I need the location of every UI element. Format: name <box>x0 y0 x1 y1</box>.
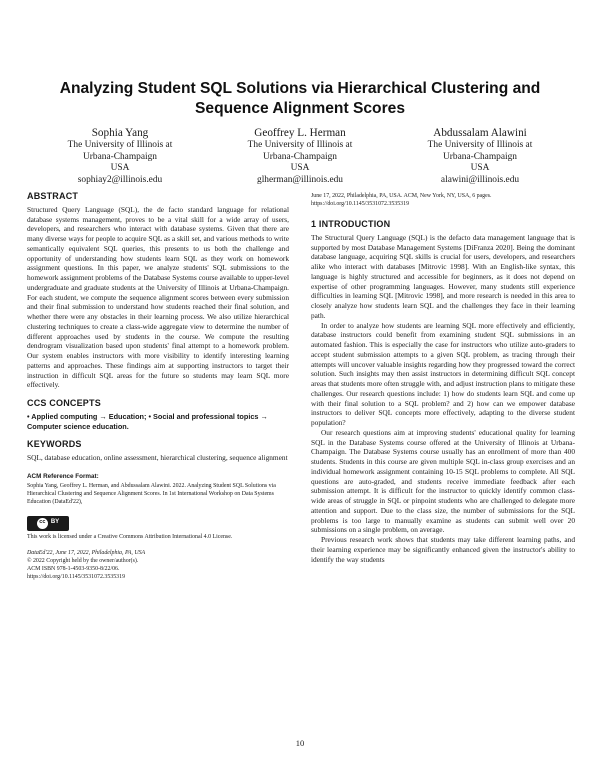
page-number: 10 <box>295 738 305 748</box>
ccs-heading: CCS CONCEPTS <box>27 398 101 408</box>
conference-info <box>27 549 289 581</box>
acm-reference-text: Sophia Yang, Geoffrey L. Herman, and Abdussalam Alawini. 2022. Analyzing Student SQL Solutions via Hierarchical Clustering and Sequence Alignment Scores. In 1st International Workshop on Data Systems Education (DataEd'22), <box>27 482 276 505</box>
intro-paragraph-4: Previous research work shows that students may take different learning paths, and their learning experience may be significantly enhanced given the instructor's ability to identify the way students <box>311 535 575 564</box>
keywords-heading: KEYWORDS <box>27 439 82 450</box>
author-affiliation: The University of Illinois at <box>247 140 353 150</box>
author-3 <box>390 126 570 186</box>
isbn-line: ACM ISBN 978-1-4503-9350-8/22/06. <box>27 565 120 572</box>
author-block <box>30 126 570 186</box>
author-country: USA <box>470 163 490 174</box>
abstract-text: Structured Query Language (SQL), the de facto standard language for relational database systems management, proves to be a vital skill for a wide array of users, developers, and researchers who interact with database systems. Given that there are many diverse ways for people to acquire SQL as a skill set, and various methods to write semantically equivalent SQL queries, this presents to us both the challenge and opportunity of understanding how students learn SQL as they work on homework assignment questions. In this paper, we analyze students' SQL submissions to the homework assignment problems of the Database Systems course available to upper-level undergraduate and graduate students at the University of Illinois at Urbana-Champaign. For each student, we compute the sequence alignment scores between every submission and their final submission to understand how students reached their final solution, and whether there were any obstacles in their learning process. We also utilize hierarchical clustering techniques to create a class-wide aggregate view to determine the number of different approaches used by students in the course. We compute the resulting dendrogram visualization based upon students' final attempt to a homework problem. Our system enables instructors with more visibility to identify interesting learning patterns and approaches. These findings aim at supporting instructors to target their instruction in difficult SQL areas for the future so students may learn SQL more effectively. <box>27 204 289 390</box>
intro-paragraph-3: Our research questions aim at improving students' educational quality for learning SQL in the Database Systems course offered at the University of Illinois at Urbana-Champaign. The Database Systems course usually has an enrollment of more than 400 students. Students in this course are given multiple SQL in-class group exercises and an individual homework assignment containing 10-15 SQL problems to complete. All SQL questions are auto-graded, and students receive immediate feedback after each submission attempt. It is difficult for the instructor to quickly identify common class-wide areas of struggle in SQL or pinpoint students who are challenged to delegate more attention and support. Due to the class size, the number of submissions for the SQL problems is too large to manually examine as students can submit well over 20 submissions on a single problem, on average. <box>311 427 575 535</box>
author-name: Sophia Yang <box>91 127 149 139</box>
acm-reference-heading: ACM Reference Format: <box>27 472 99 480</box>
copyright-line: © 2022 Copyright held by the owner/author(s). <box>27 557 139 564</box>
cc-logo-icon: cc <box>37 518 48 529</box>
abstract-heading: ABSTRACT <box>27 191 79 201</box>
conference-line: DataEd'22, June 17, 2022, Philadelphia, PA, USA <box>27 549 146 556</box>
intro-paragraph-2: In order to analyze how students are learning SQL more effectively and efficiently, database instructors could benefit from examining student SQL submissions in an automated fashion. This is especially the case for instructors who utilize auto-graders to accept student submission attempts to a given SQL problem, as tracing through their attempts will uncover valuable insights regarding how they progressed toward the correct solution. Such insights may then assist instructors in determining difficult SQL concept areas that students more often struggle with, and adjust instruction plans to mitigate these challenges. Our research questions include: 1) how do students learn SQL and come up with their final solution to a SQL problem? and 2) how can we empower database instructors to deliver SQL concepts more effectively, adapting to the diverse student population? <box>311 320 575 427</box>
author-name: Geoffrey L. Herman <box>254 127 346 139</box>
introduction-heading: 1 INTRODUCTION <box>311 219 391 229</box>
left-column <box>27 192 289 581</box>
author-2 <box>210 126 390 186</box>
acm-reference <box>27 472 289 506</box>
doi-link[interactable]: https://doi.org/10.1145/3531072.3535319 <box>27 573 126 580</box>
author-country: USA <box>110 163 130 174</box>
acm-reference-continued: June 17, 2022, Philadelphia, PA, USA. ACM, New York, NY, USA, 6 pages. https://doi.org/10.1145/3531072.3535319 <box>311 193 492 207</box>
cc-by-badge-icon[interactable] <box>27 516 69 531</box>
author-affiliation: The University of Illinois at <box>427 140 533 150</box>
license-text: This work is licensed under a Creative Commons Attribution International 4.0 License. <box>27 533 233 540</box>
author-email[interactable]: glherman@illinois.edu <box>257 174 343 185</box>
paper-title: Analyzing Student SQL Solutions via Hierarchical Clustering and Sequence Alignment Scores <box>59 80 541 117</box>
author-affiliation: Urbana-Champaign <box>83 151 157 162</box>
cc-license-row <box>27 516 289 531</box>
ccs-text: • Applied computing → Education; • Social and professional topics → Computer science education. <box>27 411 268 431</box>
author-email[interactable]: sophiay2@illinois.edu <box>77 174 163 185</box>
author-country: USA <box>290 163 310 174</box>
author-name: Abdussalam Alawini <box>433 127 527 139</box>
keywords-text: SQL, database education, online assessment, hierarchical clustering, sequence alignment <box>27 453 288 462</box>
intro-paragraph-1: The Structural Query Language (SQL) is the defacto data management language that is supported by most Database Management Systems [DiFranza 2020]. Being the dominant database language, acquiring SQL skills is crucial for users, developers, and researchers alike who interact with databases [Mitrovic 1998]. With an English-like syntax, this language is highly structured and accessible for beginners, as it does not depend on expertise of other programming languages. However, many students still experience difficulties in learning SQL [Mitrovic 1998], and more research is needed in this area to closely analyze how students learn SQL and the challenges they face in their learning path. <box>311 232 575 320</box>
author-email[interactable]: alawini@illinois.edu <box>440 174 520 185</box>
author-affiliation: The University of Illinois at <box>67 140 173 150</box>
right-column <box>311 192 575 564</box>
license-block <box>27 516 289 541</box>
author-affiliation: Urbana-Champaign <box>443 151 517 162</box>
author-affiliation: Urbana-Champaign <box>263 151 337 162</box>
author-1 <box>30 126 210 186</box>
by-label: BY <box>50 519 60 526</box>
